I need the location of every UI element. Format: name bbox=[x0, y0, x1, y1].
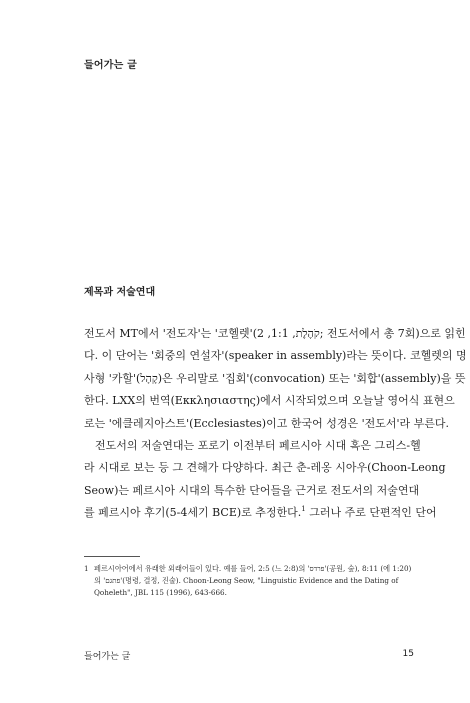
footnote-text: 페르시아어에서 유래한 외래어들이 있다. 예를 들어, 2:5 (느 2:8)의 'פרדס'(공원, 숲), 8:11 (에 1:20) bbox=[94, 564, 412, 573]
paragraph-1-line: 다. 이 단어는 '회중의 연설자'(speaker in assembly)라는 뜻이다. 코헬렛의 명 bbox=[84, 349, 467, 363]
paragraph-1-line: 한다. LXX의 번역(Εκκλησιαστης)에서 시작되었으며 오늘날 영어식 표현으 bbox=[84, 394, 455, 408]
paragraph-1-line: 전도서 MT에서 '전도자'는 '코헬렛'(קֹהֶלֶת, 1:1, 2; 전도서에서 총 7회)으로 읽힌 bbox=[84, 327, 466, 340]
footnote-number: 1 bbox=[84, 564, 89, 573]
paragraph-2-line-tail: 그러나 주로 단편적인 단어 bbox=[305, 506, 437, 520]
footnote-line bbox=[84, 563, 430, 575]
section-title: 제목과 저술연대 bbox=[84, 287, 156, 298]
body-text bbox=[84, 323, 467, 525]
footnote-line: 의 'פתגם'(명령, 결정, 진술). Choon-Leong Seow, "Linguistic Evidence and the Dating of bbox=[94, 576, 399, 585]
paragraph-2-line: Seow)는 페르시아 시대의 특수한 단어들을 근거로 전도서의 저술연대 bbox=[84, 483, 420, 497]
footnote-reference[interactable]: 1 bbox=[301, 505, 306, 514]
paragraph-2-line: 전도서의 저술연대는 포로기 이전부터 페르시아 시대 혹은 그리스-헬 bbox=[95, 439, 421, 453]
paragraph-2-line: 라 시대로 보는 등 그 견해가 다양하다. 최근 춘-레옹 시아우(Choon-Leong bbox=[84, 461, 446, 475]
paragraph-2-last-line bbox=[84, 502, 437, 524]
page-number: 15 bbox=[402, 649, 414, 659]
chapter-heading: 들어가는 글 bbox=[84, 60, 137, 71]
footnote bbox=[84, 563, 430, 599]
footer-title: 들어가는 글 bbox=[84, 652, 131, 662]
footnote-divider bbox=[84, 556, 140, 557]
paragraph-1-line: 사형 '카할'(קָהָל)은 우리말로 '집회'(convocation) 또는 '회합'(assembly)을 뜻 bbox=[84, 371, 466, 385]
footnote-line: Qoheleth", JBL 115 (1996), 643-666. bbox=[94, 588, 227, 597]
paragraph-2-line-text: 를 페르시아 후기(5-4세기 BCE)로 추정한다. bbox=[84, 506, 302, 520]
paragraph-1-line: 로는 '에클레지아스트'(Ecclesiastes)이고 한국어 성경은 '전도서'라 부른다. bbox=[84, 416, 450, 430]
